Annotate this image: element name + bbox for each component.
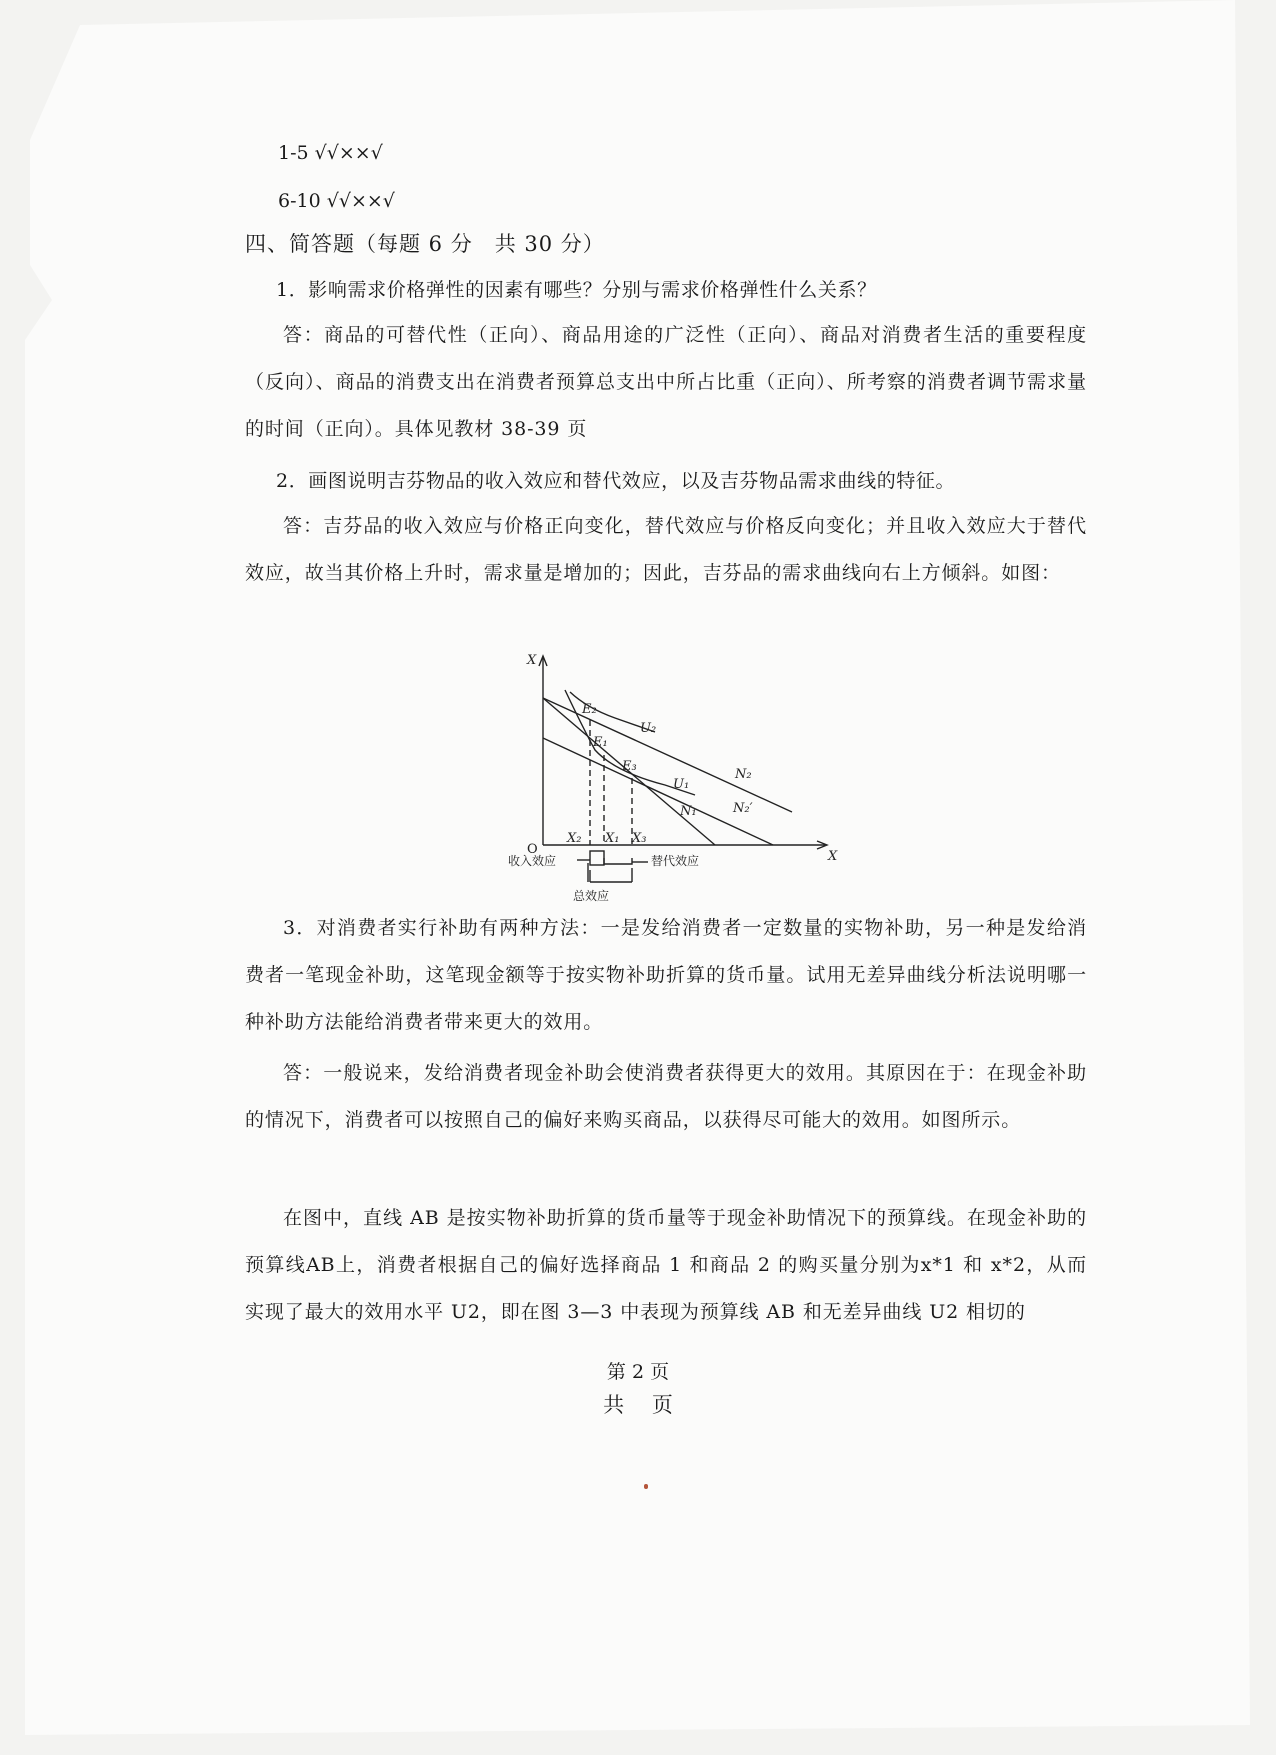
answer-3: 答：一般说来，发给消费者现金补助会使消费者获得更大的效用。其原因在于：在现金补助的情况下，消费者可以按照自己的偏好来购买商品，以获得尽可能大的效用。如图所示。 bbox=[245, 1062, 1087, 1131]
answer-2: 答：吉芬品的收入效应与价格正向变化，替代效应与价格反向变化；并且收入效应大于替代效应，故当其价格上升时，需求量是增加的；因此，吉芬品的需求曲线向右上方倾斜。如图： bbox=[245, 515, 1087, 584]
tick-x3: X₃ bbox=[632, 831, 647, 846]
section-title: 四、简答题（每题 6 分 共 30 分） bbox=[245, 232, 605, 256]
tick-x2: X₂ bbox=[567, 831, 582, 846]
answer-1: 答：商品的可替代性（正向）、商品用途的广泛性（正向）、商品对消费者生活的重要程度（反向）、商品的消费支出在消费者预算总支出中所占比重（正向）、所考察的消费者调节需求量的时间（正向）。具体见教材 38-39 页 bbox=[245, 324, 1087, 440]
total-effect-label: 总效应 bbox=[573, 889, 610, 903]
answer-3-explanation: 在图中，直线 AB 是按实物补助折算的货币量等于现金补助情况下的预算线。在现金补助的预算线AB上，消费者根据自己的偏好选择商品 1 和商品 2 的购买量分别为x*1 和 x*2，从而实现了最大的效用水平 U2，即在图 3—3 中表现为预算线 AB 和无差异曲线 U2 相切的 bbox=[245, 1207, 1087, 1323]
y-axis-label: X bbox=[527, 653, 537, 668]
income-effect-label: 收入效应 bbox=[508, 854, 557, 868]
answer-row-1: 1-5 √√××√ bbox=[278, 142, 383, 164]
origin-label: O bbox=[527, 842, 538, 857]
ink-speck bbox=[644, 1484, 648, 1489]
line-n1: N₁ bbox=[680, 804, 697, 819]
question-3: 3．对消费者实行补助有两种方法：一是发给消费者一定数量的实物补助，另一种是发给消费者一笔现金补助，这笔现金额等于按实物补助折算的货币量。试用无差异曲线分析法说明哪一种补助方法能给消费者带来更大的效用。 bbox=[245, 917, 1087, 1033]
giffen-figure bbox=[505, 650, 845, 910]
question-2: 2．画图说明吉芬物品的收入效应和替代效应，以及吉芬物品需求曲线的特征。 bbox=[276, 470, 956, 492]
point-e1: E₁ bbox=[593, 735, 608, 750]
line-n2: N₂ bbox=[735, 767, 752, 782]
tick-x1: X₁ bbox=[605, 831, 620, 846]
x-axis-label: X bbox=[828, 849, 838, 864]
question-1: 1．影响需求价格弹性的因素有哪些？分别与需求价格弹性什么关系？ bbox=[276, 279, 877, 301]
page-number: 第 2 页 bbox=[606, 1361, 670, 1383]
point-e3: E₃ bbox=[622, 759, 637, 774]
curve-u2: U₂ bbox=[640, 721, 657, 736]
answer-row-2: 6-10 √√××√ bbox=[278, 190, 395, 212]
curve-u1: U₁ bbox=[673, 777, 690, 792]
page-total: 共 页 bbox=[603, 1393, 673, 1417]
substitution-effect-label: 替代效应 bbox=[651, 854, 700, 868]
point-e2: E₂ bbox=[582, 702, 597, 717]
line-n2-prime: N₂′ bbox=[733, 801, 753, 816]
